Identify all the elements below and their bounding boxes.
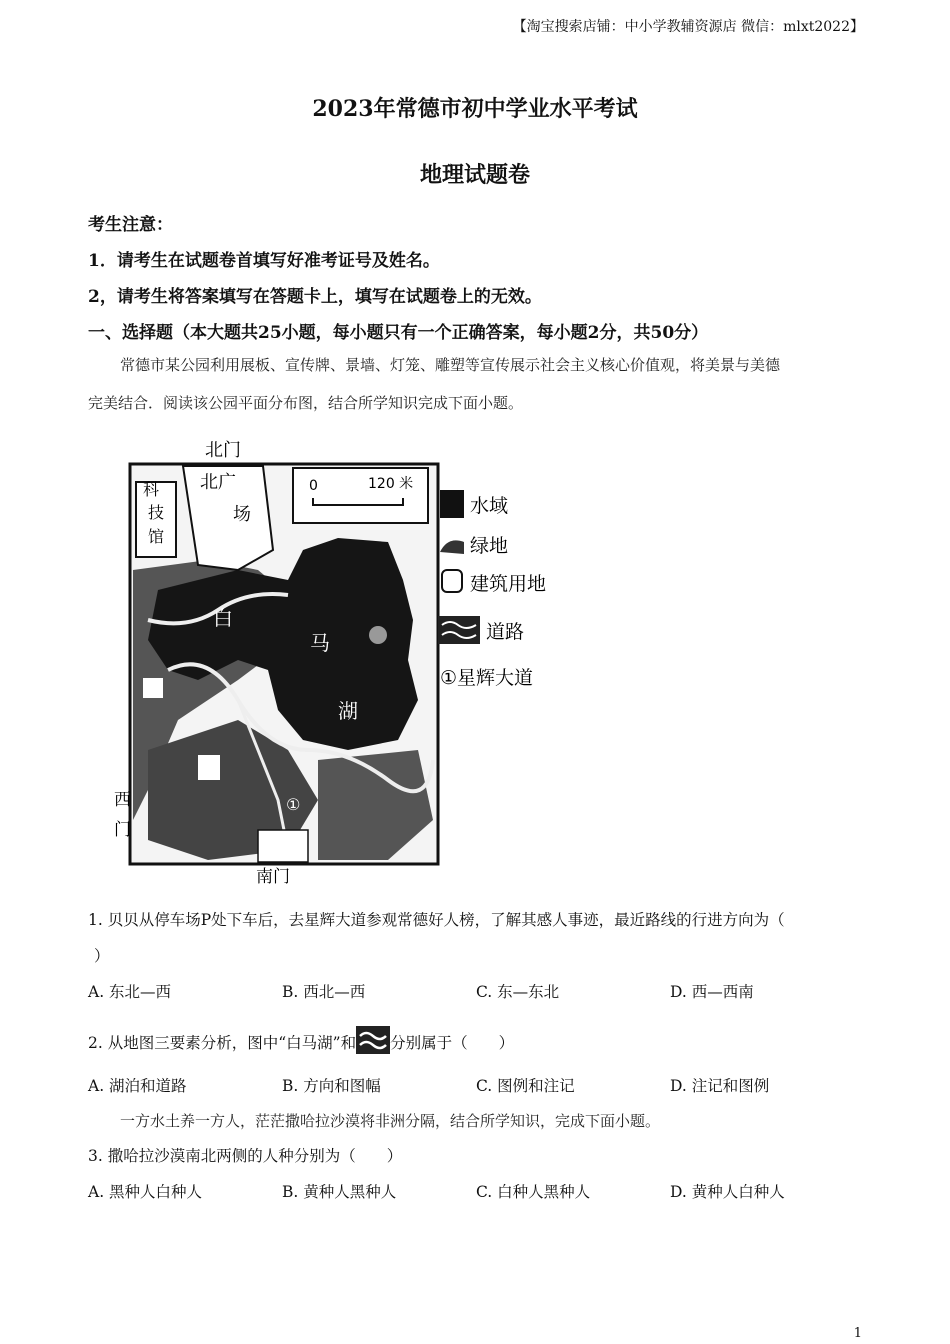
q2-option-c: C. 图例和注记 <box>476 1077 575 1095</box>
legend-building-swatch <box>442 570 462 592</box>
legend-green: 绿地 <box>470 535 509 557</box>
intro1-line2: 完美结合．阅读该公园平面分布图，结合所学知识完成下面小题。 <box>88 394 524 412</box>
notice-item-2: 2，请考生将答案填写在答题卡上，填写在试题卷上的无效。 <box>88 287 542 307</box>
legend-road: 道路 <box>486 621 525 643</box>
label-west-gate-2: 门 <box>114 820 131 840</box>
q2-text <box>88 1026 514 1054</box>
label-sci-2: 技 <box>148 503 165 522</box>
label-north-square-1: 北广 <box>200 472 236 493</box>
south-gate-building <box>258 830 308 862</box>
label-north-square-2: 场 <box>233 504 251 525</box>
header-note: 【淘宝搜索店铺：中小学教辅资源店 微信：mlxt2022】 <box>512 19 864 35</box>
q2-option-b: B. 方向和图幅 <box>282 1077 381 1095</box>
label-west-gate-1: 西 <box>114 790 131 810</box>
q2-prefix: 2. 从地图三要素分析，图中“白马湖”和 <box>88 1034 357 1052</box>
q3-text: 3. 撒哈拉沙漠南北两侧的人种分别为（ ） <box>88 1147 403 1165</box>
q2-option-a: A. 湖泊和道路 <box>88 1077 187 1095</box>
label-lake-2: 马 <box>310 631 330 655</box>
notice-item-1: 1．请考生在试题卷首填写好准考证号及姓名。 <box>88 251 440 271</box>
label-north-gate: 北门 <box>205 440 241 461</box>
label-lake-3: 湖 <box>338 699 358 723</box>
building-small-2 <box>198 755 220 780</box>
q3-option-c: C. 白种人黑种人 <box>476 1183 591 1201</box>
label-sci-1: 科 <box>143 480 160 499</box>
road-legend-icon <box>356 1026 390 1054</box>
legend-water: 水域 <box>470 495 509 517</box>
legend-star-avenue: ①星辉大道 <box>440 667 534 689</box>
intro2: 一方水土养一方人，茫茫撒哈拉沙漠将非洲分隔，结合所学知识，完成下面小题。 <box>120 1112 661 1130</box>
legend-water-swatch <box>440 490 464 518</box>
q3-option-d: D. 黄种人白种人 <box>670 1183 785 1201</box>
legend-building: 建筑用地 <box>470 573 547 595</box>
notice-heading: 考生注意： <box>88 215 173 235</box>
park-map <box>88 420 608 890</box>
exam-subtitle: 地理试题卷 <box>419 162 530 188</box>
label-circle-mark: ① <box>286 795 301 814</box>
q1-option-c: C. 东—东北 <box>476 983 560 1001</box>
legend-green-swatch <box>440 540 464 554</box>
q3-option-b: B. 黄种人黑种人 <box>282 1183 397 1201</box>
scale-end: 120 米 <box>368 476 414 492</box>
exam-title: 2023年常德市初中学业水平考试 <box>312 96 638 122</box>
scale-zero: 0 <box>309 478 318 494</box>
q1-option-a: A. 东北—西 <box>88 983 172 1001</box>
page-number: 1 <box>853 1326 862 1341</box>
label-south-gate: 南门 <box>256 867 290 887</box>
q2-suffix: 分别属于（ ） <box>390 1034 515 1052</box>
intro1-line1: 常德市某公园利用展板、宣传牌、景墙、灯笼、雕塑等宣传展示社会主义核心价值观，将美景与美德 <box>120 356 781 374</box>
label-sci-3: 馆 <box>148 527 165 546</box>
legend-road-swatch <box>438 616 480 644</box>
section-heading: 一、选择题（本大题共25小题，每小题只有一个正确答案，每小题2分，共50分） <box>88 323 709 343</box>
q2-option-d: D. 注记和图例 <box>670 1077 770 1095</box>
parking-marker <box>369 626 387 644</box>
q1-option-b: B. 西北—西 <box>282 983 366 1001</box>
q1-text-line2: ） <box>94 947 110 965</box>
q3-option-a: A. 黑种人白种人 <box>88 1183 203 1201</box>
building-small-1 <box>143 678 163 698</box>
q1-option-d: D. 西—西南 <box>670 983 754 1001</box>
q1-text-line1: 1. 贝贝从停车场P处下车后，去星辉大道参观常德好人榜，了解其感人事迹，最近路线的行进方向为（ <box>88 911 785 929</box>
label-lake-1: 白 <box>213 606 233 630</box>
